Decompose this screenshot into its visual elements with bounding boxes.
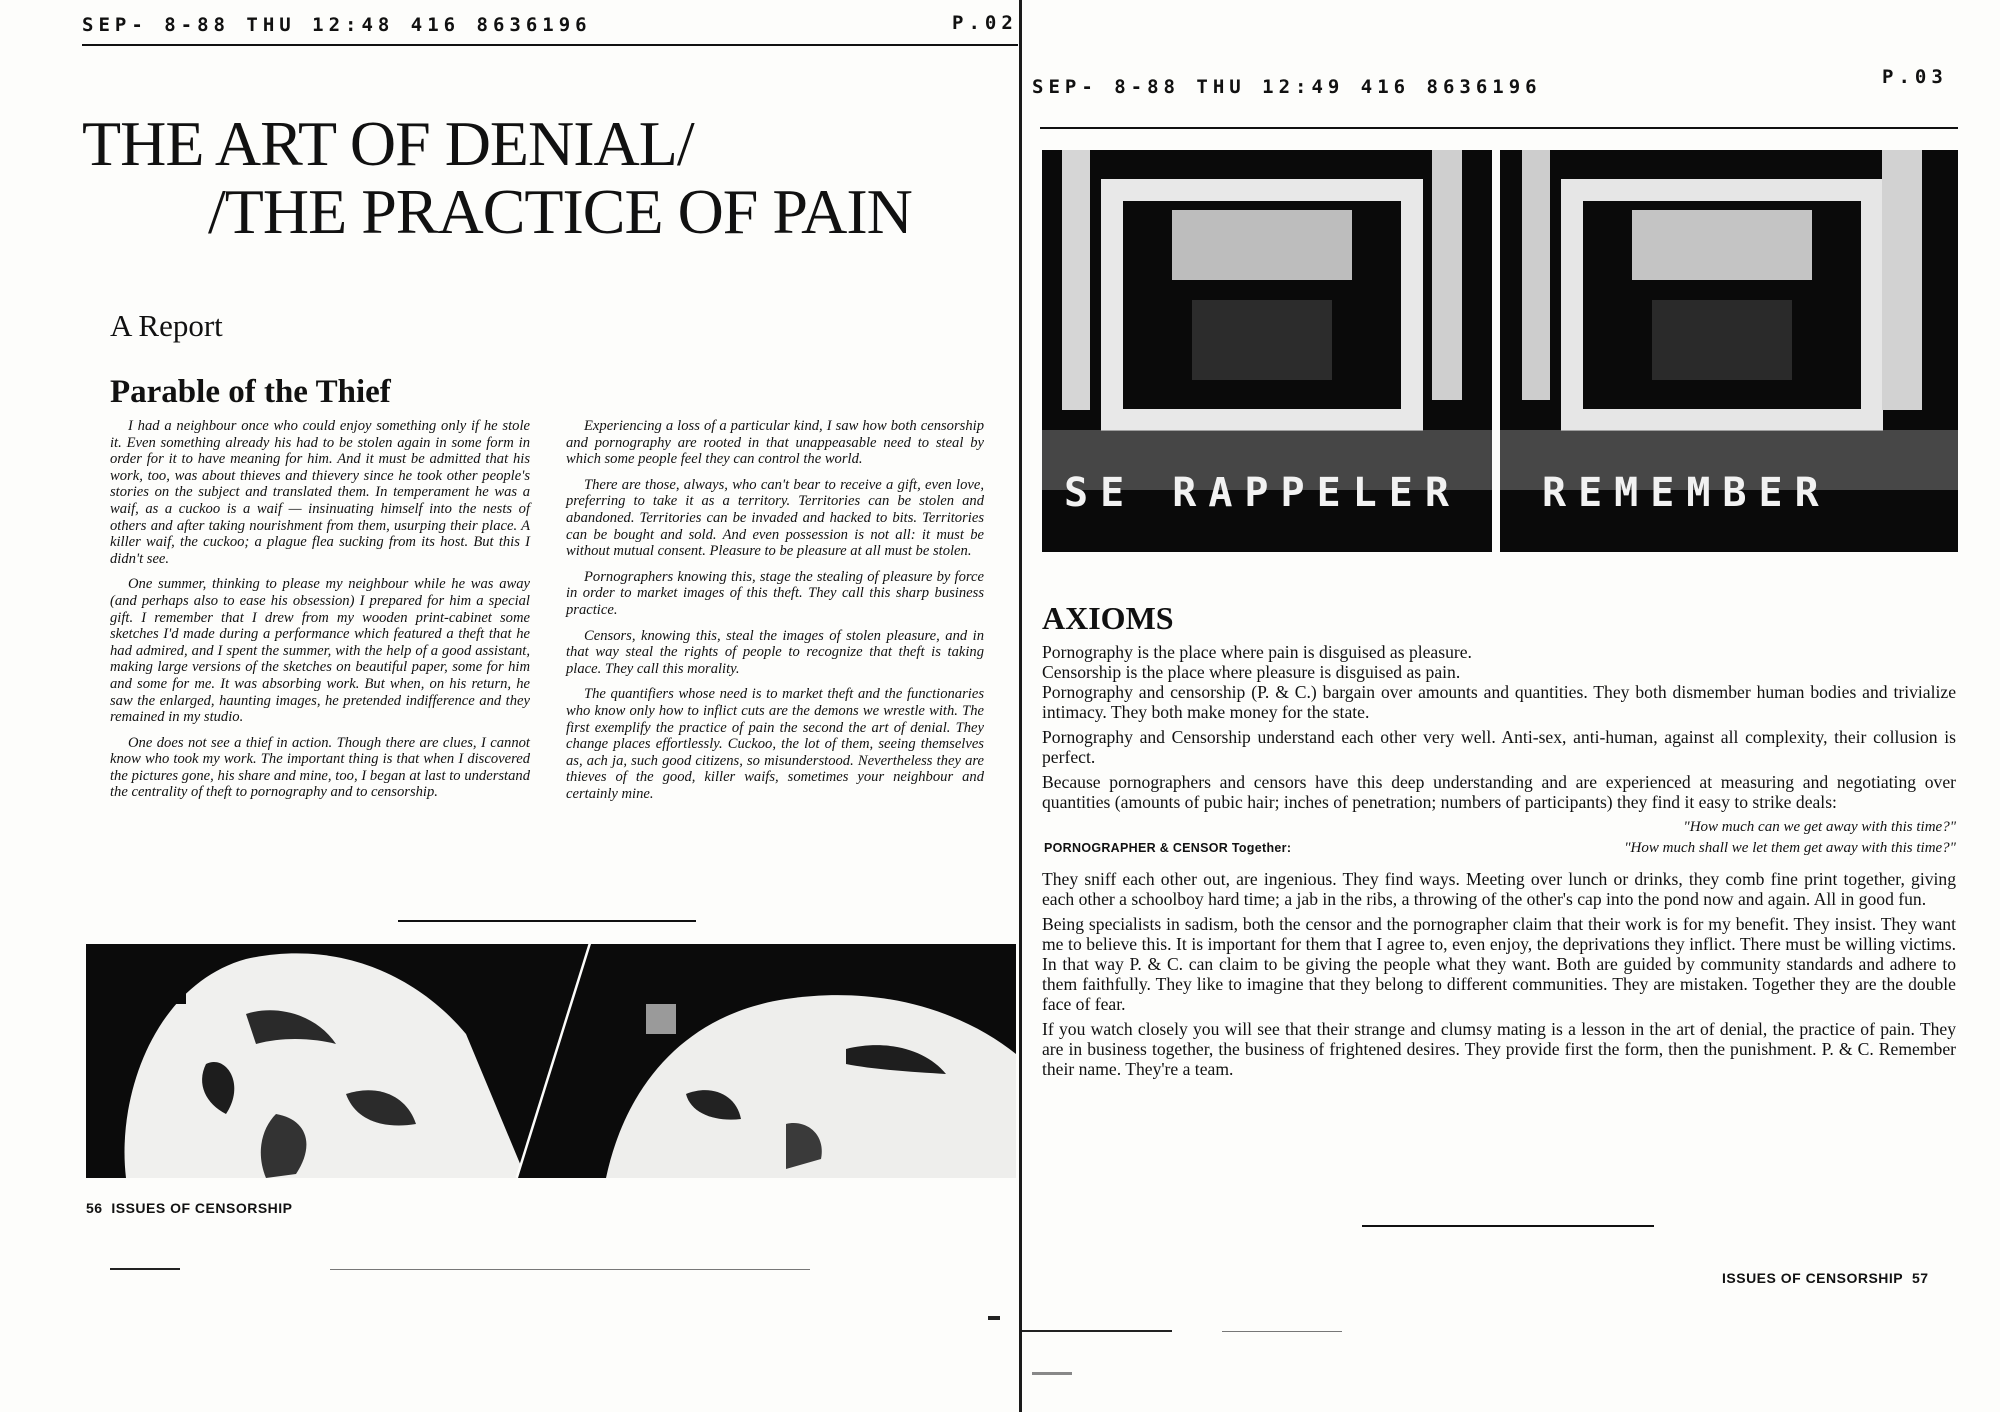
header-rule-left [82, 44, 1018, 46]
paragraph: The quantifiers whose need is to market theft and the functionaries who know only how to inflict cuts are the demons we wrestle with. The first exemplify the practice of pain the second the art of denial. They change places effortlessly. Cuckoo, the lot of them, seeing themselves as, ach ja, such good citizens, so misunderstood. Nevertheless they are thieves of the good, killer waifs, sometimes your neighbour and certainly mine. [566, 686, 984, 802]
caption-remember: REMEMBER [1542, 470, 1831, 516]
paragraph: Censors, knowing this, steal the images of stolen pleasure, and in that way steal the rights of people to recognize that theft is taking place. They call this morality. [566, 627, 984, 677]
axiom-line: Pornography is the place where pain is disguised as pleasure. [1042, 642, 1472, 662]
dialogue-line-2: "How much shall we let them get away with this time?" [1624, 840, 1956, 856]
footer-publication: ISSUES OF CENSORSHIP [111, 1200, 293, 1216]
column-end-rule [398, 920, 696, 922]
axioms-body [1042, 642, 1956, 1084]
axiom-line: Censorship is the place where pleasure is disguised as pain. [1042, 662, 1461, 682]
paragraph: I had a neighbour once who could enjoy something only if he stole it. Even something already his had to be stolen again in some form in order for it to have meaning for him. And it must be admitted that his work, too, was about thieves and thievery since he took other people's stories on the subject and translated them. In temperament he was a waif, as a cuckoo is a waif — insinuating himself into the nests of others and after taking nourishment from them, usurping their place. A killer waif, the cuckoo; a plague flea sucking from its host. But this I didn't see. [110, 418, 530, 567]
paragraph: One does not see a thief in action. Though there are clues, I cannot know who took my work. The important thing is that when I discovered the pictures gone, his share and mine, too, I began at last to understand the centrality of theft to pornography and to censorship. [110, 734, 530, 801]
column-2 [566, 418, 984, 811]
article-title-line2: /THE PRACTICE OF PAIN [208, 176, 912, 247]
right-page [1022, 0, 2000, 1412]
axioms-end-rule [1362, 1225, 1654, 1227]
paragraph: There are those, always, who can't bear to receive a gift, even love, preferring to take it as a territory. Territories can be stolen and abandoned. Territories can be invaded and hacked to bits. Territories can be bought and sold. And even possession is not all: it must be without mutual consent. Pleasure to be pleasure at all must be stolen. [566, 476, 984, 560]
axiom-paragraph: Because pornographers and censors have this deep understanding and are experienced at measuring and negotiating over quantities (amounts of pubic hair; inches of penetration; numbers of participants) they find it easy to strike deals: [1042, 772, 1956, 812]
header-rule-right [1040, 127, 1958, 129]
axiom-paragraph: They sniff each other out, are ingenious. They find ways. Meeting over lunch or drinks, they comb fine print together, giving each other a schoolboy hard time; a jab in the ribs, a throwing of the other's cap into the pond now and again. All in good fun. [1042, 869, 1956, 909]
dialogue-line-1: "How much can we get away with this time?" [1683, 819, 1956, 835]
scan-speck [330, 1269, 810, 1270]
faces-photo-graphic [86, 944, 1016, 1178]
faces-photograph [86, 944, 1016, 1178]
axiom-paragraph: If you watch closely you will see that their strange and clumsy mating is a lesson in the art of denial, the practice of pain. They are in business together, the business of frightened desires. They provide first the form, then the punishment. P. & C. Remember their name. They're a team. [1042, 1019, 1956, 1079]
scan-speck [1222, 1331, 1342, 1332]
axioms-heading: AXIOMS [1042, 600, 1174, 636]
paragraph: Pornographers knowing this, stage the stealing of pleasure by force in order to market images of this theft. They call this sharp business practice. [566, 568, 984, 618]
fax-page-number-right: P.03 [1882, 66, 1948, 88]
axiom-paragraph: Pornography and censorship (P. & C.) bargain over amounts and quantities. They both dismember human bodies and trivialize intimacy. They both make money for the state. [1042, 682, 1956, 722]
paragraph: One summer, thinking to please my neighbour while he was away (and perhaps also to ease his obsession) I prepared for him a special gift. I remember that I drew from my wooden print-cabinet some sketches I'd made during a performance which featured a theft that he had admired, and I spent the summer, with the help of a good assistant, making large versions of the sketches on beautiful paper, some for him and some for me. It was absorbing work. But when, on his return, he saw the enlarged, haunting images, he pretended indifference and they remained in my studio. [110, 576, 530, 726]
axiom-paragraph: Pornography and Censorship understand each other very well. Anti-sex, anti-human, against all complexity, their collusion is perfect. [1042, 727, 1956, 767]
dialogue-block [1042, 817, 1956, 859]
scan-speck [988, 1316, 1000, 1320]
footer-page-number: 56 [86, 1200, 103, 1216]
remember-photograph [1042, 150, 1958, 552]
section-heading-parable: Parable of the Thief [110, 374, 391, 410]
scan-speck [1022, 1330, 1172, 1332]
scan-speck [110, 1268, 180, 1270]
footer-publication: ISSUES OF CENSORSHIP [1722, 1270, 1904, 1286]
footer-right [1722, 1270, 1929, 1286]
axiom-paragraph: Being specialists in sadism, both the censor and the pornographer claim that their work is for my benefit. They insist. They want me to believe this. It is important for them that I agree to, even enjoy, the deprivations they inflict. There must be willing victims. In that way P. & C. can claim to be giving the people what they want. Both are guided by community standards and adhere to them faithfully. They like to imagine that they belong to different communities. They are mistaken. Together they are the double face of fear. [1042, 914, 1956, 1014]
scan-speck [1032, 1372, 1072, 1375]
footer-page-number: 57 [1911, 1270, 1929, 1286]
fax-header-right: SEP- 8-88 THU 12:49 416 8636196 [1032, 76, 1542, 98]
article-subtitle: A Report [110, 308, 223, 343]
paragraph: Experiencing a loss of a particular kind, I saw how both censorship and pornography are rooted in that unappeasable need to steal by which some people feel they can control the world. [566, 418, 984, 468]
fax-header-left: SEP- 8-88 THU 12:48 416 8636196 [82, 14, 592, 36]
fax-page-number-left: P.02 [952, 12, 1018, 34]
footer-left [86, 1200, 293, 1216]
column-1 [110, 418, 530, 810]
caption-se-rappeler: SE RAPPELER [1064, 470, 1461, 516]
dialogue-speakers: PORNOGRAPHER & CENSOR Together: [1044, 841, 1292, 855]
article-title-line1: THE ART OF DENIAL/ [82, 108, 694, 179]
